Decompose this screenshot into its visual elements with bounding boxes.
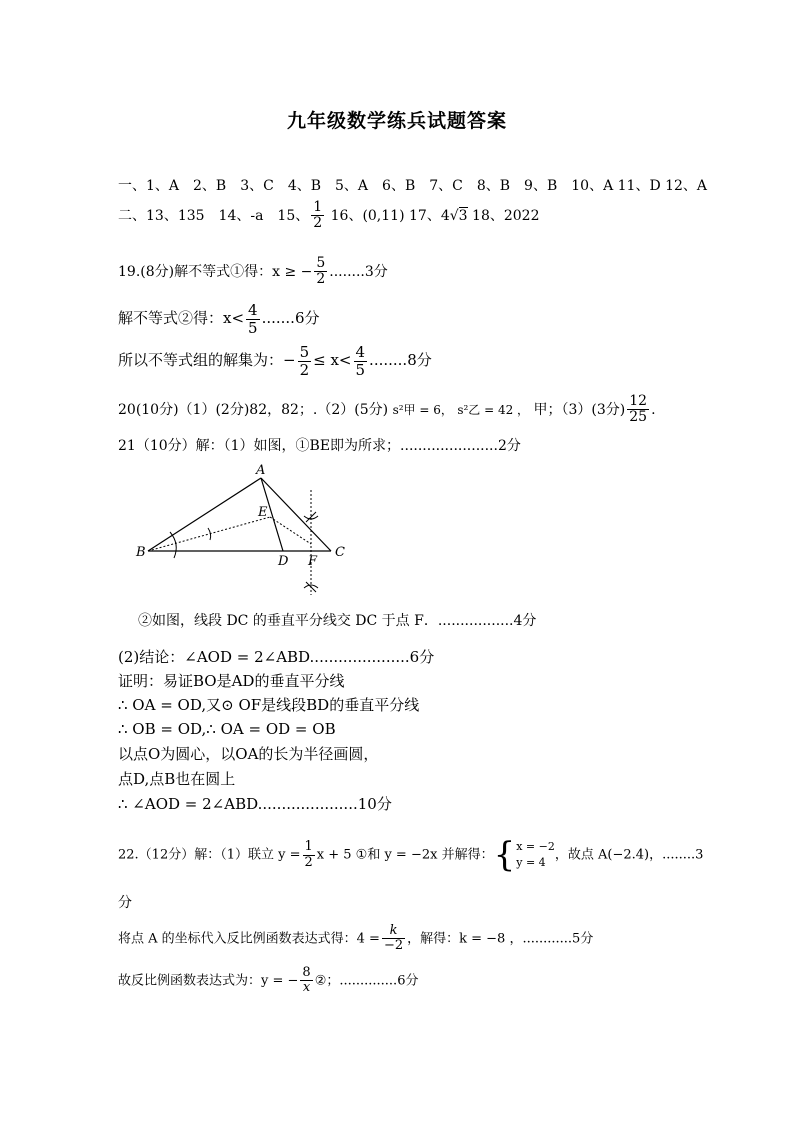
q21-line1: 21（10分）解：（1）如图，①BE即为所求；......................2分 bbox=[118, 438, 521, 454]
label-a: A bbox=[256, 463, 266, 478]
q19-l1-num: 5 bbox=[316, 255, 326, 271]
fill-in-prefix: 二、13、135 14、-a 15、 bbox=[118, 207, 310, 224]
q22-l3-den: x bbox=[302, 980, 311, 996]
q19-l1-suffix: ........3分 bbox=[329, 263, 388, 280]
geometry-figure bbox=[130, 460, 370, 600]
q19-l2-prefix: 解不等式②得：x< bbox=[118, 309, 245, 327]
q19-l3-fraction1 bbox=[298, 344, 312, 378]
q22-l3-num: 8 bbox=[302, 965, 311, 980]
q19-l1-den: 2 bbox=[316, 271, 326, 288]
q19-line3 bbox=[118, 344, 432, 378]
q20-prefix: 20(10分)（1）(2分)82，82；.（2）(5分) bbox=[118, 401, 389, 418]
q21-conclusion: (2)结论：∠AOD = 2∠ABD.....................6分 bbox=[118, 648, 435, 666]
q19-l3-suffix: ........8分 bbox=[369, 351, 432, 369]
q20-fraction bbox=[627, 394, 649, 426]
q20-suffix: . bbox=[651, 401, 656, 418]
q22-line1 bbox=[118, 835, 704, 875]
sqrt-symbol: √ bbox=[449, 207, 459, 224]
q22-l1-num: 1 bbox=[304, 839, 313, 855]
fill-in-answers bbox=[118, 200, 539, 232]
q22-l2-suffix: ，解得：k = −8 ，............5分 bbox=[407, 931, 594, 947]
q20-mid: 甲；（3）(3分) bbox=[533, 401, 626, 418]
q22-l2-prefix: 将点 A 的坐标代入反比例函数表达式得：4 = bbox=[118, 931, 380, 947]
q15-numerator: 1 bbox=[313, 199, 323, 215]
q19-l1-fraction bbox=[314, 256, 327, 288]
q18-answer: 18、2022 bbox=[472, 207, 540, 224]
q22-l2-den: −2 bbox=[383, 938, 404, 954]
q19-l3-num2: 4 bbox=[355, 343, 366, 361]
q21-proof-4: 以点O为圆心，以OA的长为半径画圆， bbox=[118, 745, 379, 763]
q22-l2-fraction bbox=[382, 924, 405, 954]
q21-proof-3: ∴ OB = OD,∴ OA = OD = OB bbox=[118, 720, 336, 738]
page-title: 九年级数学练兵试题答案 bbox=[286, 110, 507, 132]
q22-l1-suffix: ，故点 A(−2.4)，........3 bbox=[554, 847, 704, 863]
q21-proof-1: 证明：易证BO是AD的垂直平分线 bbox=[118, 672, 345, 690]
system-brace: { bbox=[493, 835, 516, 875]
q19-l2-fraction bbox=[246, 302, 260, 336]
label-d: D bbox=[278, 554, 289, 569]
segment-be bbox=[148, 517, 270, 551]
q22-system-eq1: x = −2 bbox=[516, 840, 555, 853]
q21-proof-6: ∴ ∠AOD = 2∠ABD.....................10分 bbox=[118, 795, 392, 813]
q19-l3-fraction2 bbox=[354, 344, 368, 378]
q17-answer: 17、4 bbox=[409, 207, 450, 224]
multiple-choice-answers: 一、1、A 2、B 3、C 4、B 5、A 6、B 7、C 8、B 9、B 10、A 11、D 12、A bbox=[118, 178, 708, 194]
q20-variance-yi: s²乙 = 42 ， bbox=[457, 402, 530, 417]
q19-l3-mid: ≤ x< bbox=[313, 351, 352, 369]
q22-line1-wrap: 分 bbox=[118, 895, 132, 911]
q22-l3-prefix: 故反比例函数表达式为：y = − bbox=[118, 973, 299, 989]
label-e: E bbox=[258, 505, 268, 520]
q22-l1-den: 2 bbox=[304, 854, 313, 870]
q22-line2 bbox=[118, 924, 593, 954]
q19-l2-num: 4 bbox=[248, 301, 258, 319]
q19-l2-suffix: .......6分 bbox=[261, 309, 320, 327]
segment-ab bbox=[148, 478, 261, 551]
q22-l1-mid: x + 5 ①和 y = −2x 并解得： bbox=[316, 847, 494, 863]
q22-system-eq2: y = 4 bbox=[516, 856, 546, 869]
q22-system bbox=[516, 839, 555, 871]
q22-l1-prefix: 22.（12分）解：（1）联立 y = bbox=[118, 847, 301, 863]
q22-line3 bbox=[118, 966, 418, 996]
q15-fraction bbox=[311, 200, 324, 232]
q19-line1 bbox=[118, 256, 388, 288]
q19-line2 bbox=[118, 302, 320, 336]
q20-variance-jia: s²甲 = 6， bbox=[392, 402, 453, 417]
q22-l2-num: k bbox=[382, 924, 405, 939]
label-b: B bbox=[136, 545, 146, 560]
q19-l3-num1: 5 bbox=[299, 343, 310, 361]
q19-l2-den: 5 bbox=[248, 318, 258, 337]
q20-den: 25 bbox=[629, 409, 648, 426]
q19-l3-den1: 2 bbox=[299, 360, 310, 379]
q16-answer: 16、(0,11) bbox=[330, 207, 405, 224]
q22-l1-fraction bbox=[303, 840, 315, 870]
q15-denominator: 2 bbox=[313, 215, 323, 232]
q22-l3-fraction bbox=[300, 966, 312, 996]
q21-proof-5: 点D,点B也在圆上 bbox=[118, 770, 236, 788]
q21-line2: ②如图，线段 DC 的垂直平分线交 DC 于点 F．.................4分 bbox=[138, 613, 537, 629]
q19-l3-prefix: 所以不等式组的解集为：− bbox=[118, 351, 296, 369]
q20-num: 12 bbox=[629, 393, 648, 409]
segment-ed bbox=[270, 517, 311, 544]
q22-l3-suffix: ②；..............6分 bbox=[314, 973, 419, 989]
tick-upper bbox=[306, 512, 316, 522]
arc-mark-be bbox=[208, 528, 211, 540]
label-c: C bbox=[335, 545, 345, 560]
q19-l3-den2: 5 bbox=[355, 360, 366, 379]
q19-l1-prefix: 19.(8分)解不等式①得：x ≥ − bbox=[118, 263, 313, 280]
label-f: F bbox=[308, 554, 318, 569]
q17-radicand: 3 bbox=[458, 207, 468, 224]
q20-line bbox=[118, 394, 656, 426]
q21-proof-2: ∴ OA = OD,又⊙ OF是线段BD的垂直平分线 bbox=[118, 696, 420, 714]
